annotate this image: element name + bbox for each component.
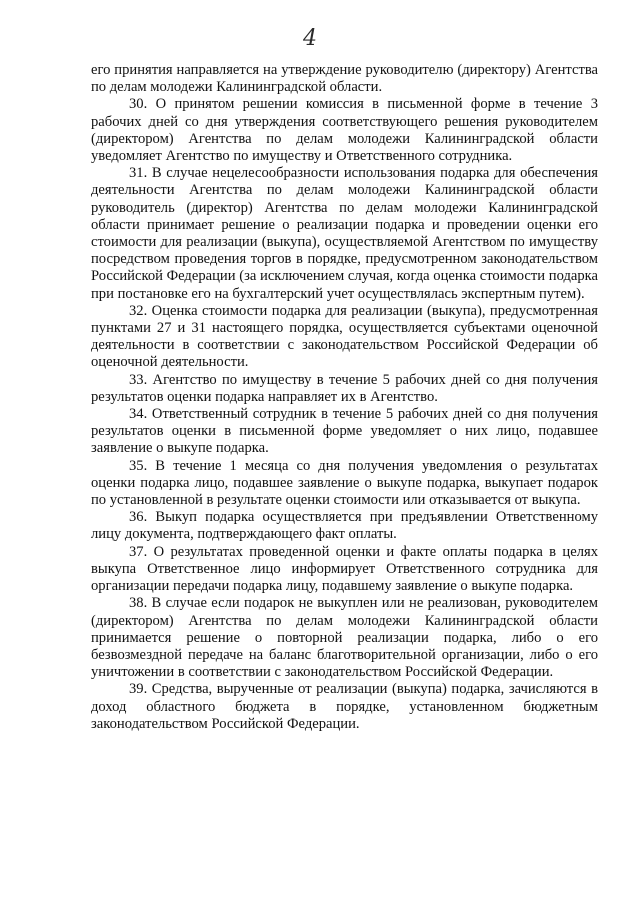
document-body (91, 62, 598, 733)
paragraph-31: 31. В случае нецелесообразности использования подарка для обеспечения деятельности Агентства по делам молодежи Калининградской области руководитель (директор) Агентства по делам молодежи Калининградской области принимает решение о реализации подарка и проведении оценки его стоимости для реализации (выкупа), осуществляемой Агентством по имуществу посредством проведения торгов в порядке, предусмотренном законодательством Российской Федерации (за исключением случая, когда оценка стоимости подарка при постановке его на бухгалтерский учет осуществлялась экспертным путем). (91, 165, 598, 302)
paragraph-32: 32. Оценка стоимости подарка для реализации (выкупа), предусмотренная пунктами 27 и 31 настоящего порядка, осуществляется субъектами оценочной деятельности в соответствии с законодательством Российской Федерации об оценочной деятельности. (91, 302, 598, 371)
paragraph-37: 37. О результатах проведенной оценки и факте оплаты подарка в целях выкупа Ответственное лицо информирует Ответственного сотрудника для организации передачи подарка лицу, подавшему заявление о выкупе подарка. (91, 543, 598, 595)
paragraph-continuation: его принятия направляется на утверждение руководителю (директору) Агентства по делам молодежи Калининградской области. (91, 62, 598, 96)
paragraph-36: 36. Выкуп подарка осуществляется при предъявлении Ответственному лицу документа, подтверждающего факт оплаты. (91, 509, 598, 543)
paragraph-34: 34. Ответственный сотрудник в течение 5 рабочих дней со дня получения результатов оценки в письменной форме уведомляет о них лицо, подавшее заявление о выкупе подарка. (91, 406, 598, 457)
paragraph-33: 33. Агентство по имуществу в течение 5 рабочих дней со дня получения результатов оценки подарка направляет их в Агентство. (91, 371, 598, 405)
paragraph-35: 35. В течение 1 месяца со дня получения уведомления о результатах оценки подарка лицо, подавшее заявление о выкупе подарка, выкупает подарок по установленной в результате оценки стоимости или отказывается от выкупа. (91, 457, 598, 509)
paragraph-39: 39. Средства, вырученные от реализации (выкупа) подарка, зачисляются в доход областного бюджета в порядке, установленном бюджетным законодательством Российской Федерации. (91, 681, 598, 732)
paragraph-38: 38. В случае если подарок не выкуплен или не реализован, руководителем (директором) Агентства по делам молодежи Калининградской области принимается решение о повторной реализации подарка, либо о его безвозмездной передаче на баланс благотворительной организации, либо о его уничтожении в соответствии с законодательством Российской Федерации. (91, 595, 598, 681)
paragraph-30: 30. О принятом решении комиссия в письменной форме в течение 3 рабочих дней со дня утверждения соответствующего решения руководителем (директором) Агентства по делам молодежи Калининградской области уведомляет Агентство по имуществу и Ответственного сотрудника. (91, 96, 598, 165)
page-number: 4 (303, 26, 317, 51)
